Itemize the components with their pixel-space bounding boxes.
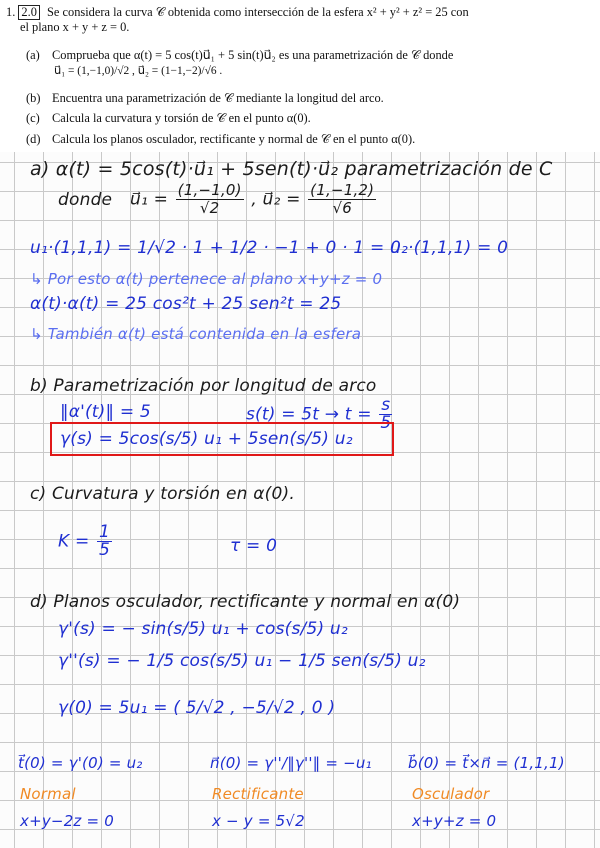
points-box: 2.0 [18, 5, 40, 20]
part-d-b0: b⃗(0) = t⃗×n⃗ = (1,1,1) [408, 754, 565, 772]
part-d-title: d) Planos osculador, rectificante y normal en α(0) [30, 592, 461, 612]
problem-number: 1. [6, 5, 16, 19]
u2-fraction: $\frac{(1,-1,2)}{√6}$ [310, 181, 375, 217]
part-b-gamma: γ(s) = 5cos(s/5) u₁ + 5sen(s/5) u₂ [60, 429, 353, 449]
t-fraction: $\frac{s}{5}$ [380, 395, 392, 433]
eq-rectificante: x − y = 5√2 [212, 812, 305, 830]
part-a-note2: ↳ También α(t) está contenida en la esfera [30, 325, 362, 343]
part-d-gpp: γ''(s) = − 1/5 cos(s/5) u₁ − 1/5 sen(s/5) u₂ [58, 651, 426, 671]
part-b-speed: ‖α'(t)‖ = 5 [60, 402, 151, 422]
label-osculador: Osculador [412, 785, 490, 803]
part-a-dot2: u₂·(1,1,1) = 0 [390, 238, 509, 258]
part-d-g0: γ(0) = 5u₁ = ( 5/√2 , −5/√2 , 0 ) [58, 698, 336, 718]
part-c-title: c) Curvatura y torsión en α(0). [30, 484, 295, 504]
part-d-n0: n⃗(0) = γ''/‖γ''‖ = −u₁ [210, 754, 372, 772]
part-a-dot1: u₁·(1,1,1) = 1/√2 · 1 + 1/2 · −1 + 0 · 1 = 0 [30, 238, 402, 258]
part-d-t0: t⃗(0) = γ'(0) = u₂ [18, 754, 143, 772]
part-c-kappa: K = $\frac{1}{5}$ [58, 522, 111, 560]
part-b-arclen: s(t) = 5t → t = $\frac{s}{5}$ [246, 395, 392, 433]
part-d-gp: γ'(s) = − sin(s/5) u₁ + cos(s/5) u₂ [58, 619, 348, 639]
part-a-line1: a) α(t) = 5cos(t)·u⃗₁ + 5sen(t)·u⃗₂ parametrización de C [30, 158, 553, 180]
statement-line-2: el plano x + y + z = 0. [20, 20, 130, 34]
item-c: (c) Calcula la curvatura y torsión de 𝒞 en el punto α(0). [26, 111, 311, 125]
label-normal: Normal [20, 785, 76, 803]
eq-osculador: x+y+z = 0 [412, 812, 497, 830]
part-a-norm: α(t)·α(t) = 25 cos²t + 25 sen²t = 25 [30, 294, 342, 314]
item-a-vectors: u⃗₁ = (1,−1,0)/√2 , u⃗₂ = (1−1,−2)/√6 . [54, 65, 223, 77]
part-a-donde: donde [58, 190, 113, 210]
label-rectificante: Rectificante [212, 785, 304, 803]
eq-normal: x+y−2z = 0 [20, 812, 114, 830]
item-b: (b) Encuentra una parametrización de 𝒞 mediante la longitud del arco. [26, 91, 384, 105]
problem-line-1 [6, 4, 469, 20]
item-d: (d) Calcula los planos osculador, rectificante y normal de 𝒞 en el punto α(0). [26, 132, 416, 146]
part-b-title: b) Parametrización por longitud de arco [30, 376, 377, 396]
problem-statement [0, 0, 600, 152]
part-a-u-defs: u⃗₁ = $\frac{(1,-1,0)}{√2}$ , u⃗₂ = $\frac{(1,-1,2)}{√6}$ [130, 181, 375, 217]
part-a-note1: ↳ Por esto α(t) pertenece al plano x+y+z = 0 [30, 270, 383, 288]
item-a: (a) Comprueba que α(t) = 5 cos(t)u⃗₁ + 5 sin(t)u⃗₂ es una parametrización de 𝒞 donde [26, 48, 454, 62]
statement-line-1: Se considera la curva 𝒞 obtenida como intersección de la esfera x² + y² + z² = 25 con [47, 5, 469, 19]
u1-fraction: $\frac{(1,-1,0)}{√2}$ [177, 181, 242, 217]
part-c-tau: τ = 0 [230, 536, 278, 556]
kappa-fraction: $\frac{1}{5}$ [99, 522, 111, 560]
